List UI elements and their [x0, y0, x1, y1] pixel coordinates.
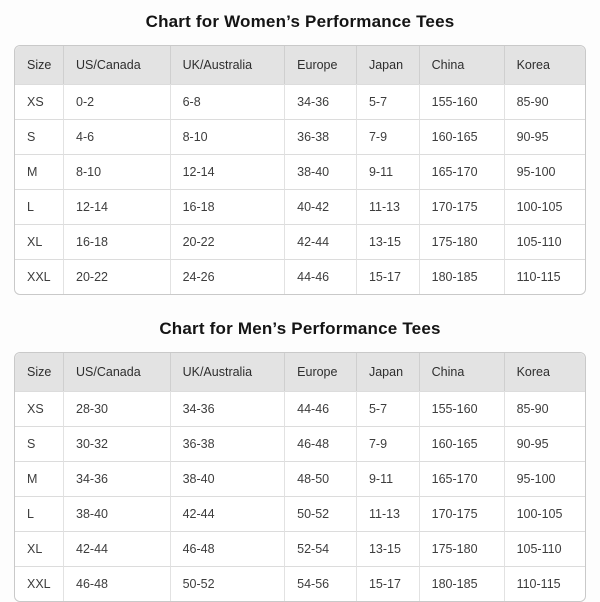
size-value-cell: 42-44	[64, 531, 171, 566]
size-value-cell: 12-14	[64, 189, 171, 224]
size-value-cell: 165-170	[420, 154, 505, 189]
size-label-cell: XL	[15, 224, 64, 259]
size-value-cell: 34-36	[64, 461, 171, 496]
size-value-cell: 170-175	[420, 189, 505, 224]
size-value-cell: 5-7	[357, 391, 420, 426]
table-row	[15, 426, 585, 461]
column-header: Europe	[285, 353, 357, 391]
size-value-cell: 180-185	[420, 259, 505, 294]
size-value-cell: 38-40	[171, 461, 286, 496]
header-row	[15, 353, 585, 391]
size-value-cell: 105-110	[505, 224, 585, 259]
column-header: US/Canada	[64, 46, 171, 84]
table-row	[15, 259, 585, 294]
size-value-cell: 52-54	[285, 531, 357, 566]
size-value-cell: 12-14	[171, 154, 286, 189]
size-value-cell: 54-56	[285, 566, 357, 601]
size-value-cell: 85-90	[505, 84, 585, 119]
table-row	[15, 224, 585, 259]
size-value-cell: 24-26	[171, 259, 286, 294]
table-row	[15, 496, 585, 531]
size-value-cell: 160-165	[420, 426, 505, 461]
size-value-cell: 48-50	[285, 461, 357, 496]
size-label-cell: XXL	[15, 259, 64, 294]
size-value-cell: 4-6	[64, 119, 171, 154]
size-value-cell: 110-115	[505, 566, 585, 601]
size-value-cell: 8-10	[171, 119, 286, 154]
size-value-cell: 16-18	[171, 189, 286, 224]
column-header: Korea	[505, 46, 585, 84]
womens-size-chart-table	[14, 45, 586, 295]
size-value-cell: 50-52	[285, 496, 357, 531]
column-header: Europe	[285, 46, 357, 84]
size-value-cell: 180-185	[420, 566, 505, 601]
size-value-cell: 9-11	[357, 461, 420, 496]
size-value-cell: 50-52	[171, 566, 286, 601]
size-value-cell: 42-44	[285, 224, 357, 259]
size-value-cell: 90-95	[505, 426, 585, 461]
header-row	[15, 46, 585, 84]
size-value-cell: 6-8	[171, 84, 286, 119]
column-header: China	[420, 353, 505, 391]
size-value-cell: 40-42	[285, 189, 357, 224]
size-value-cell: 38-40	[285, 154, 357, 189]
table-row	[15, 531, 585, 566]
size-value-cell: 36-38	[171, 426, 286, 461]
column-header: UK/Australia	[171, 46, 286, 84]
size-value-cell: 165-170	[420, 461, 505, 496]
size-value-cell: 100-105	[505, 189, 585, 224]
size-label-cell: S	[15, 426, 64, 461]
size-value-cell: 20-22	[64, 259, 171, 294]
table-row	[15, 391, 585, 426]
size-value-cell: 155-160	[420, 391, 505, 426]
size-value-cell: 0-2	[64, 84, 171, 119]
size-label-cell: M	[15, 461, 64, 496]
size-value-cell: 170-175	[420, 496, 505, 531]
column-header: Japan	[357, 46, 420, 84]
table-row	[15, 566, 585, 601]
size-label-cell: XS	[15, 84, 64, 119]
size-value-cell: 85-90	[505, 391, 585, 426]
size-value-cell: 11-13	[357, 496, 420, 531]
size-value-cell: 7-9	[357, 426, 420, 461]
size-value-cell: 105-110	[505, 531, 585, 566]
size-value-cell: 28-30	[64, 391, 171, 426]
size-value-cell: 15-17	[357, 259, 420, 294]
size-label-cell: XXL	[15, 566, 64, 601]
size-value-cell: 13-15	[357, 224, 420, 259]
size-value-cell: 11-13	[357, 189, 420, 224]
size-value-cell: 155-160	[420, 84, 505, 119]
mens-size-chart-table	[14, 352, 586, 602]
size-value-cell: 160-165	[420, 119, 505, 154]
size-value-cell: 95-100	[505, 154, 585, 189]
size-value-cell: 46-48	[171, 531, 286, 566]
size-value-cell: 13-15	[357, 531, 420, 566]
column-header: Size	[15, 46, 64, 84]
size-value-cell: 34-36	[285, 84, 357, 119]
size-value-cell: 100-105	[505, 496, 585, 531]
womens-size-chart-section	[0, 12, 600, 295]
size-label-cell: L	[15, 189, 64, 224]
womens-chart-title: Chart for Women’s Performance Tees	[145, 12, 455, 31]
size-value-cell: 5-7	[357, 84, 420, 119]
table-row	[15, 189, 585, 224]
column-header: Korea	[505, 353, 585, 391]
size-value-cell: 20-22	[171, 224, 286, 259]
table-row	[15, 461, 585, 496]
size-value-cell: 42-44	[171, 496, 286, 531]
size-value-cell: 90-95	[505, 119, 585, 154]
column-header: Size	[15, 353, 64, 391]
mens-chart-title: Chart for Men’s Performance Tees	[159, 319, 441, 338]
size-label-cell: S	[15, 119, 64, 154]
size-value-cell: 16-18	[64, 224, 171, 259]
column-header: US/Canada	[64, 353, 171, 391]
size-value-cell: 44-46	[285, 259, 357, 294]
size-value-cell: 46-48	[64, 566, 171, 601]
size-label-cell: XS	[15, 391, 64, 426]
size-label-cell: M	[15, 154, 64, 189]
size-value-cell: 38-40	[64, 496, 171, 531]
size-value-cell: 30-32	[64, 426, 171, 461]
size-value-cell: 46-48	[285, 426, 357, 461]
size-value-cell: 44-46	[285, 391, 357, 426]
mens-size-chart-section	[0, 319, 600, 602]
column-header: UK/Australia	[171, 353, 286, 391]
table-row	[15, 84, 585, 119]
size-value-cell: 175-180	[420, 224, 505, 259]
column-header: China	[420, 46, 505, 84]
size-label-cell: L	[15, 496, 64, 531]
size-value-cell: 110-115	[505, 259, 585, 294]
column-header: Japan	[357, 353, 420, 391]
size-label-cell: XL	[15, 531, 64, 566]
size-value-cell: 95-100	[505, 461, 585, 496]
size-value-cell: 7-9	[357, 119, 420, 154]
table-row	[15, 119, 585, 154]
size-value-cell: 9-11	[357, 154, 420, 189]
size-value-cell: 36-38	[285, 119, 357, 154]
table-row	[15, 154, 585, 189]
size-value-cell: 15-17	[357, 566, 420, 601]
size-value-cell: 8-10	[64, 154, 171, 189]
size-value-cell: 175-180	[420, 531, 505, 566]
size-value-cell: 34-36	[171, 391, 286, 426]
